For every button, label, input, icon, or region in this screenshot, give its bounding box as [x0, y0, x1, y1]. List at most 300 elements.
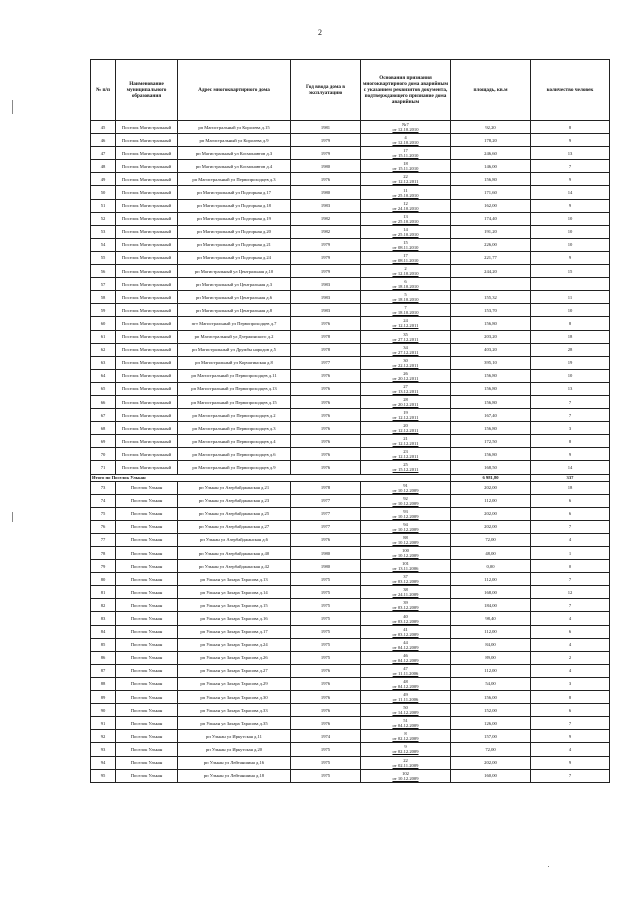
row-basis-date: от 18.10.2010	[392, 310, 419, 316]
row-basis-date: от 04.12.2009	[392, 683, 419, 689]
row-people: 3	[531, 422, 610, 435]
row-area: 156,80	[451, 317, 531, 330]
row-basis	[361, 520, 451, 533]
row-area: 156,80	[451, 382, 531, 395]
row-address: рп Магистральный ул Подгорная д.19	[178, 212, 291, 225]
row-people: 9	[531, 448, 610, 461]
row-people: 10	[531, 304, 610, 317]
row-address: рп Магистральный ул Центральная д.10	[178, 265, 291, 278]
row-year: 1975	[291, 769, 361, 782]
row-basis-doc-number: 21	[403, 436, 408, 442]
table-row	[91, 573, 610, 586]
row-year: 1977	[291, 494, 361, 507]
row-municipality: Поселок Магистральный	[116, 343, 178, 356]
table-row	[91, 409, 610, 422]
row-people: 7	[531, 599, 610, 612]
row-area: 89,00	[451, 651, 531, 664]
row-people: 4	[531, 612, 610, 625]
row-basis-doc-number: 22	[403, 174, 408, 180]
row-basis-doc-number: 2	[404, 266, 407, 272]
table-row	[91, 251, 610, 264]
row-basis-doc-number: 25	[403, 462, 408, 468]
row-address: рп Улькан ул Лейтаншина д.18	[178, 769, 291, 782]
row-area: 244,20	[451, 265, 531, 278]
row-basis-doc-number: 7	[404, 305, 407, 311]
row-basis-doc-number: 94	[403, 521, 408, 527]
table-body-magistralny	[91, 121, 610, 475]
row-municipality: Поселок Улькан	[116, 704, 178, 717]
row-basis	[361, 717, 451, 730]
row-basis-doc-number: 102	[402, 770, 409, 776]
table-row	[91, 769, 610, 782]
row-address: рп Магистральный ул Первопроходцев д.11	[178, 369, 291, 382]
row-number: 85	[91, 638, 116, 651]
row-year: 1978	[291, 481, 361, 494]
row-basis	[361, 225, 451, 238]
row-number: 71	[91, 461, 116, 474]
row-area: 152,00	[451, 704, 531, 717]
row-area: 84,00	[451, 638, 531, 651]
row-number: 75	[91, 507, 116, 520]
row-municipality: Поселок Магистральный	[116, 121, 178, 134]
row-basis-date: от 12.10.2010	[392, 271, 419, 277]
row-year: 1977	[291, 507, 361, 520]
row-area: 221,77	[451, 251, 531, 264]
row-area: 203,20	[451, 330, 531, 343]
row-municipality: Поселок Улькан	[116, 612, 178, 625]
row-basis-date: от 10.12.2009	[392, 539, 419, 545]
row-basis	[361, 664, 451, 677]
row-basis	[361, 448, 451, 461]
row-area: 202,00	[451, 507, 531, 520]
row-municipality: Поселок Магистральный	[116, 186, 178, 199]
row-people: 8	[531, 691, 610, 704]
row-address: рп Магистральный ул Подгорная д.17	[178, 186, 291, 199]
row-basis-date: от 03.12.2009	[392, 631, 419, 637]
row-basis	[361, 769, 451, 782]
row-area: 112,00	[451, 664, 531, 677]
row-address: рп Улькан ул Лейтаншина д.16	[178, 756, 291, 769]
row-basis-date: от 22.12.2011	[392, 362, 419, 368]
row-people: 14	[531, 186, 610, 199]
row-area: 72,00	[451, 743, 531, 756]
row-people: 4	[531, 664, 610, 677]
row-number: 64	[91, 369, 116, 382]
row-municipality: Поселок Магистральный	[116, 199, 178, 212]
row-municipality: Поселок Магистральный	[116, 356, 178, 369]
row-address: пгт Магистральный ул Первопроходцев д.7	[178, 317, 291, 330]
row-year: 1976	[291, 395, 361, 408]
row-basis	[361, 134, 451, 147]
table-row	[91, 547, 610, 560]
row-year: 1976	[291, 369, 361, 382]
row-basis	[361, 612, 451, 625]
row-basis	[361, 461, 451, 474]
row-address: рп Магистральный ул Центральная д.6	[178, 291, 291, 304]
row-area: 403,20	[451, 343, 531, 356]
row-number: 83	[91, 612, 116, 625]
row-year: 1975	[291, 638, 361, 651]
row-area: 395,10	[451, 356, 531, 369]
row-year: 1975	[291, 651, 361, 664]
row-basis-date: от 08.11.2010	[392, 257, 419, 263]
row-municipality: Поселок Магистральный	[116, 395, 178, 408]
row-year: 1976	[291, 717, 361, 730]
row-basis-doc-number: 5	[404, 292, 407, 298]
row-people: 10	[531, 212, 610, 225]
row-basis	[361, 199, 451, 212]
row-number: 84	[91, 625, 116, 638]
row-people: 7	[531, 395, 610, 408]
row-number: 48	[91, 160, 116, 173]
row-municipality: Поселок Улькан	[116, 638, 178, 651]
row-area: 184,00	[451, 599, 531, 612]
row-municipality: Поселок Улькан	[116, 664, 178, 677]
row-area: 156,00	[451, 691, 531, 704]
row-address: рп Улькан ул Азербайджанская д.21	[178, 481, 291, 494]
row-people: 18	[531, 330, 610, 343]
row-basis-doc-number: 40	[403, 613, 408, 619]
row-area: 202,00	[451, 481, 531, 494]
row-basis	[361, 343, 451, 356]
row-address: рп Магистральный ул Подгорная д.20	[178, 225, 291, 238]
row-address: рп Улькан ул Азербайджанская д.6	[178, 533, 291, 546]
row-area: 155,32	[451, 291, 531, 304]
row-basis-date: от 10.12.2009	[392, 775, 419, 781]
row-basis-date: от 15.11.2010	[392, 153, 419, 159]
row-number: 68	[91, 422, 116, 435]
row-basis-date: от 04.12.2009	[392, 644, 419, 650]
row-address: рп Магистральный ул Королева д.9	[178, 134, 291, 147]
row-area: 167,40	[451, 409, 531, 422]
table-header-row	[91, 60, 610, 121]
row-basis	[361, 704, 451, 717]
row-year: 1975	[291, 586, 361, 599]
row-people: 18	[531, 481, 610, 494]
row-year: 1980	[291, 547, 361, 560]
row-year: 1976	[291, 461, 361, 474]
row-people: 0	[531, 560, 610, 573]
row-number: 53	[91, 225, 116, 238]
row-basis-date: от 24.11.2009	[392, 592, 419, 598]
row-address: рп Улькан ул Захара Тарасова д.29	[178, 677, 291, 690]
row-address: рп Улькан ул Иркутская д.20	[178, 743, 291, 756]
row-municipality: Поселок Улькан	[116, 691, 178, 704]
row-municipality: Поселок Улькан	[116, 730, 178, 743]
row-area: 174,40	[451, 212, 531, 225]
row-basis-date: от 12.12.2011	[392, 179, 419, 185]
row-basis	[361, 677, 451, 690]
row-number: 73	[91, 481, 116, 494]
row-basis-doc-number: 39	[403, 600, 408, 606]
row-municipality: Поселок Улькан	[116, 481, 178, 494]
row-area: 156,80	[451, 448, 531, 461]
row-year: 1978	[291, 343, 361, 356]
row-number: 92	[91, 730, 116, 743]
row-year: 1975	[291, 573, 361, 586]
row-year: 1976	[291, 448, 361, 461]
row-address: рп Улькан ул Захара Тарасова д.30	[178, 691, 291, 704]
row-basis	[361, 625, 451, 638]
row-number: 54	[91, 238, 116, 251]
row-basis-date: от 18.10.2010	[392, 297, 419, 303]
row-basis	[361, 147, 451, 160]
row-people: 9	[531, 730, 610, 743]
table-row	[91, 225, 610, 238]
row-basis-date: от 14.12.2009	[392, 710, 419, 716]
row-basis	[361, 382, 451, 395]
row-people: 11	[531, 291, 610, 304]
row-address: рп Магистральный ул Первопроходцев д.13	[178, 382, 291, 395]
row-area: 191,20	[451, 225, 531, 238]
table-row	[91, 435, 610, 448]
row-number: 93	[91, 743, 116, 756]
col-header-year: Год ввода дома в эксплуатацию	[291, 60, 361, 121]
row-people: 7	[531, 409, 610, 422]
table-row	[91, 520, 610, 533]
row-number: 58	[91, 291, 116, 304]
row-year: 1979	[291, 238, 361, 251]
row-address: рп Улькан ул Захара Тарасова д.16	[178, 612, 291, 625]
row-number: 90	[91, 704, 116, 717]
row-basis-date: от 12.10.2010	[392, 127, 419, 133]
row-municipality: Поселок Улькан	[116, 573, 178, 586]
row-people: 9	[531, 173, 610, 186]
row-number: 45	[91, 121, 116, 134]
row-year: 1976	[291, 382, 361, 395]
row-basis-doc-number: 44	[403, 639, 408, 645]
row-basis-date: от 25.10.2010	[392, 192, 419, 198]
row-number: 86	[91, 651, 116, 664]
row-area: 246,60	[451, 147, 531, 160]
row-municipality: Поселок Магистральный	[116, 173, 178, 186]
row-basis	[361, 317, 451, 330]
row-number: 60	[91, 317, 116, 330]
row-basis-date: от 25.10.2010	[392, 218, 419, 224]
row-address: рп Магистральный ул Центральная д.8	[178, 304, 291, 317]
table-row	[91, 560, 610, 573]
row-people: 6	[531, 507, 610, 520]
row-basis	[361, 278, 451, 291]
row-basis-doc-number: 34	[403, 344, 408, 350]
row-municipality: Поселок Магистральный	[116, 291, 178, 304]
table-row	[91, 664, 610, 677]
row-basis-date: от 10.12.2009	[392, 487, 419, 493]
row-basis-doc-number: 15	[403, 239, 408, 245]
row-people: 4	[531, 743, 610, 756]
row-basis	[361, 586, 451, 599]
row-municipality: Поселок Улькан	[116, 533, 178, 546]
row-address: рп Улькан ул Иркутская д.11	[178, 730, 291, 743]
row-people: 1	[531, 547, 610, 560]
table-row	[91, 382, 610, 395]
row-basis-doc-number: 93	[403, 508, 408, 514]
row-basis	[361, 481, 451, 494]
row-municipality: Поселок Улькан	[116, 625, 178, 638]
row-basis	[361, 533, 451, 546]
row-municipality: Поселок Улькан	[116, 560, 178, 573]
row-area: 153,70	[451, 304, 531, 317]
row-number: 91	[91, 717, 116, 730]
row-address: рп Магистральный ул Первопроходцев д.6	[178, 448, 291, 461]
row-basis-date: от 12.12.2011	[392, 441, 419, 447]
row-municipality: Поселок Магистральный	[116, 251, 178, 264]
row-number: 70	[91, 448, 116, 461]
row-address: рп Улькан ул Захара Тарасова д.14	[178, 586, 291, 599]
row-people: 7	[531, 520, 610, 533]
row-year: 1980	[291, 160, 361, 173]
row-basis-doc-number: 46	[403, 652, 408, 658]
col-header-area: площадь, кв.м	[451, 60, 531, 121]
table-row	[91, 278, 610, 291]
row-number: 47	[91, 147, 116, 160]
col-header-municipality: Наименование муниципального образования	[116, 60, 178, 121]
row-year: 1974	[291, 730, 361, 743]
subtotal-label: Итого по Поселок Улькан	[91, 474, 451, 481]
row-people: 4	[531, 533, 610, 546]
row-address: рп Магистральный ул Первопроходцев д.4	[178, 435, 291, 448]
subtotal-area: 6 981,80	[451, 474, 531, 481]
row-area	[451, 278, 531, 291]
table-row	[91, 238, 610, 251]
table-row	[91, 330, 610, 343]
row-number: 63	[91, 356, 116, 369]
table-row	[91, 422, 610, 435]
row-basis-doc-number: 24	[403, 318, 408, 324]
row-address: рп Магистральный ул Первопроходцев д.2	[178, 409, 291, 422]
row-address: рп Магистральный ул Первопроходцев д.3	[178, 173, 291, 186]
row-year: 1976	[291, 704, 361, 717]
row-year: 1975	[291, 599, 361, 612]
row-area: 48,00	[451, 547, 531, 560]
row-basis	[361, 265, 451, 278]
table-row	[91, 317, 610, 330]
row-basis-date: от 03.12.2009	[392, 618, 419, 624]
row-municipality: Поселок Магистральный	[116, 369, 178, 382]
row-basis-doc-number: 26	[403, 370, 408, 376]
row-area: 156,80	[451, 173, 531, 186]
table-row	[91, 160, 610, 173]
row-year: 1976	[291, 317, 361, 330]
row-address: рп Магистральный ул Космонавтов д.3	[178, 147, 291, 160]
row-basis-date: от 25.10.2010	[392, 231, 419, 237]
row-municipality: Поселок Улькан	[116, 743, 178, 756]
row-address: рп Магистральный ул Первопроходцев д.9	[178, 461, 291, 474]
subtotal-row	[91, 474, 610, 481]
row-basis	[361, 160, 451, 173]
row-people: 10	[531, 225, 610, 238]
row-basis	[361, 330, 451, 343]
table-row	[91, 612, 610, 625]
row-address: рп Магистральный ул Дзержинского д.2	[178, 330, 291, 343]
row-basis	[361, 494, 451, 507]
row-number: 55	[91, 251, 116, 264]
row-basis	[361, 435, 451, 448]
row-basis-doc-number: 47	[403, 665, 408, 671]
row-municipality: Поселок Магистральный	[116, 382, 178, 395]
row-municipality: Поселок Улькан	[116, 677, 178, 690]
row-people: 3	[531, 677, 610, 690]
table-row	[91, 586, 610, 599]
row-area: 202,00	[451, 520, 531, 533]
row-basis-doc-number: 51	[403, 718, 408, 724]
row-basis-date: от 18.10.2010	[392, 284, 419, 290]
table-row	[91, 186, 610, 199]
row-basis-doc-number: 20	[403, 423, 408, 429]
row-basis-doc-number: 18	[403, 161, 408, 167]
row-basis-doc-number: 88	[403, 534, 408, 540]
row-area: 156,80	[451, 369, 531, 382]
row-area: 202,00	[451, 756, 531, 769]
row-municipality: Поселок Магистральный	[116, 238, 178, 251]
row-area: 162,00	[451, 199, 531, 212]
row-area: 146,00	[451, 160, 531, 173]
row-year: 1979	[291, 251, 361, 264]
table-body-subtotal	[91, 474, 610, 481]
row-people: 10	[531, 238, 610, 251]
row-basis-doc-number: 100	[402, 548, 409, 554]
row-basis-doc-number: 11	[403, 187, 408, 193]
row-address: рп Улькан ул Захара Тарасова д.35	[178, 717, 291, 730]
table-row	[91, 507, 610, 520]
row-address: рп Улькан ул Азербайджанская д.40	[178, 547, 291, 560]
row-year: 1976	[291, 664, 361, 677]
table-row	[91, 304, 610, 317]
row-area: 172,50	[451, 435, 531, 448]
row-municipality: Поселок Улькан	[116, 507, 178, 520]
row-people: 7	[531, 573, 610, 586]
table-row	[91, 625, 610, 638]
row-area: 112,00	[451, 573, 531, 586]
margin-mark	[12, 100, 13, 114]
row-year: 1980	[291, 560, 361, 573]
row-address: рп Улькан ул Захара Тарасова д.13	[178, 573, 291, 586]
row-basis-date: от 08.11.2010	[392, 244, 419, 250]
row-basis-date: от 02.12.2009	[392, 736, 419, 742]
row-year: 1976	[291, 677, 361, 690]
row-year: 1976	[291, 435, 361, 448]
row-municipality: Поселок Магистральный	[116, 212, 178, 225]
row-address: рп Улькан ул Азербайджанская д.27	[178, 520, 291, 533]
row-year: 1983	[291, 278, 361, 291]
row-address: рп Магистральный ул Корчагинская д.8	[178, 356, 291, 369]
table-row	[91, 533, 610, 546]
row-people: 10	[531, 369, 610, 382]
row-area: 126,00	[451, 717, 531, 730]
row-basis-date: от 12.12.2011	[392, 415, 419, 421]
row-year: 1976	[291, 173, 361, 186]
row-basis-doc-number: 101	[402, 561, 409, 567]
row-basis-doc-number: 12	[403, 200, 408, 206]
row-basis-date: от 10.12.2009	[392, 553, 419, 559]
row-area: 112,00	[451, 494, 531, 507]
row-basis-date: от 03.12.2009	[392, 579, 419, 585]
row-people: 9	[531, 134, 610, 147]
row-municipality: Поселок Магистральный	[116, 448, 178, 461]
row-basis-doc-number: 49	[403, 692, 408, 698]
row-municipality: Поселок Магистральный	[116, 461, 178, 474]
row-people: 13	[531, 147, 610, 160]
table-row	[91, 199, 610, 212]
row-basis-date: от 02.12.2009	[392, 749, 419, 755]
row-municipality: Поселок Магистральный	[116, 409, 178, 422]
row-municipality: Поселок Улькан	[116, 494, 178, 507]
row-address: рп Улькан ул Азербайджанская д.23	[178, 494, 291, 507]
row-year: 1981	[291, 121, 361, 134]
row-year: 1975	[291, 756, 361, 769]
row-address: рп Улькан ул Захара Тарасова д.24	[178, 638, 291, 651]
row-basis-date: от 11.11.2006	[392, 670, 419, 676]
